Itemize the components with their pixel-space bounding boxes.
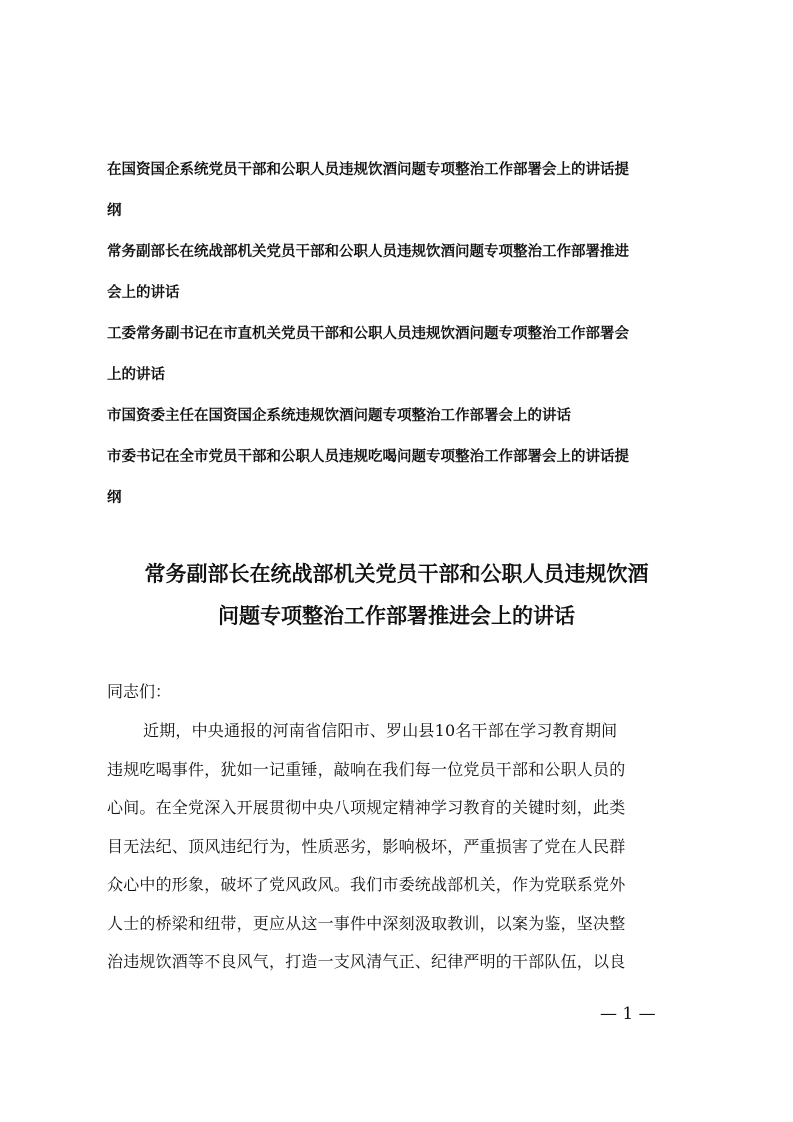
related-article-link[interactable] (107, 437, 697, 519)
link-text-line: 会上的讲话 (107, 285, 180, 301)
link-text-line: 上的讲话 (107, 367, 165, 383)
related-article-link[interactable] (107, 396, 697, 437)
title-line: 常务副部长在统战部机关党员干部和公职人员违规饮酒 (144, 562, 649, 586)
link-text-line: 常务副部长在统战部机关党员干部和公职人员违规饮酒问题专项整治工作部署推进 (107, 244, 629, 260)
body-line: 治违规饮酒等不良风气，打造一支风清气正、纪律严明的干部队伍，以良 (107, 952, 626, 971)
body-line: 众心中的形象，破坏了党风政风。我们市委统战部机关，作为党联系党外 (107, 875, 626, 894)
related-article-link[interactable] (107, 232, 697, 314)
related-article-link[interactable] (107, 314, 697, 396)
salutation: 同志们： (107, 682, 172, 701)
related-articles-list (107, 150, 697, 519)
link-text-line: 在国资国企系统党员干部和公职人员违规饮酒问题专项整治工作部署会上的讲话提 (107, 162, 629, 178)
body-line: 心间。在全党深入开展贯彻中央八项规定精神学习教育的关键时刻，此类 (107, 798, 626, 817)
link-text-line: 市委书记在全市党员干部和公职人员违规吃喝问题专项整治工作部署会上的讲话提 (107, 449, 629, 465)
body-line: 人士的桥梁和纽带，更应从这一事件中深刻汲取教训，以案为鉴，坚决整 (107, 913, 626, 933)
body-line: 目无法纪、顶风违纪行为，性质恶劣，影响极坏，严重损害了党在人民群 (107, 836, 626, 856)
body-line: 近期，中央通报的河南省信阳市、罗山县10名干部在学习教育期间 (143, 721, 618, 740)
link-text-line: 市国资委主任在国资国企系统违规饮酒问题专项整治工作部署会上的讲话 (107, 408, 571, 424)
link-text-line: 纲 (107, 203, 122, 219)
link-text-line: 工委常务副书记在市直机关党员干部和公职人员违规饮酒问题专项整治工作部署会 (107, 326, 629, 342)
body-line: 违规吃喝事件，犹如一记重锤，敲响在我们每一位党员干部和公职人员的 (107, 759, 626, 779)
page-number: — 1 — (600, 1004, 656, 1024)
document-title (0, 553, 793, 637)
body-paragraph (107, 712, 697, 982)
link-text-line: 纲 (107, 490, 122, 506)
title-line: 问题专项整治工作部署推进会上的讲话 (218, 604, 575, 628)
related-article-link[interactable] (107, 150, 697, 232)
